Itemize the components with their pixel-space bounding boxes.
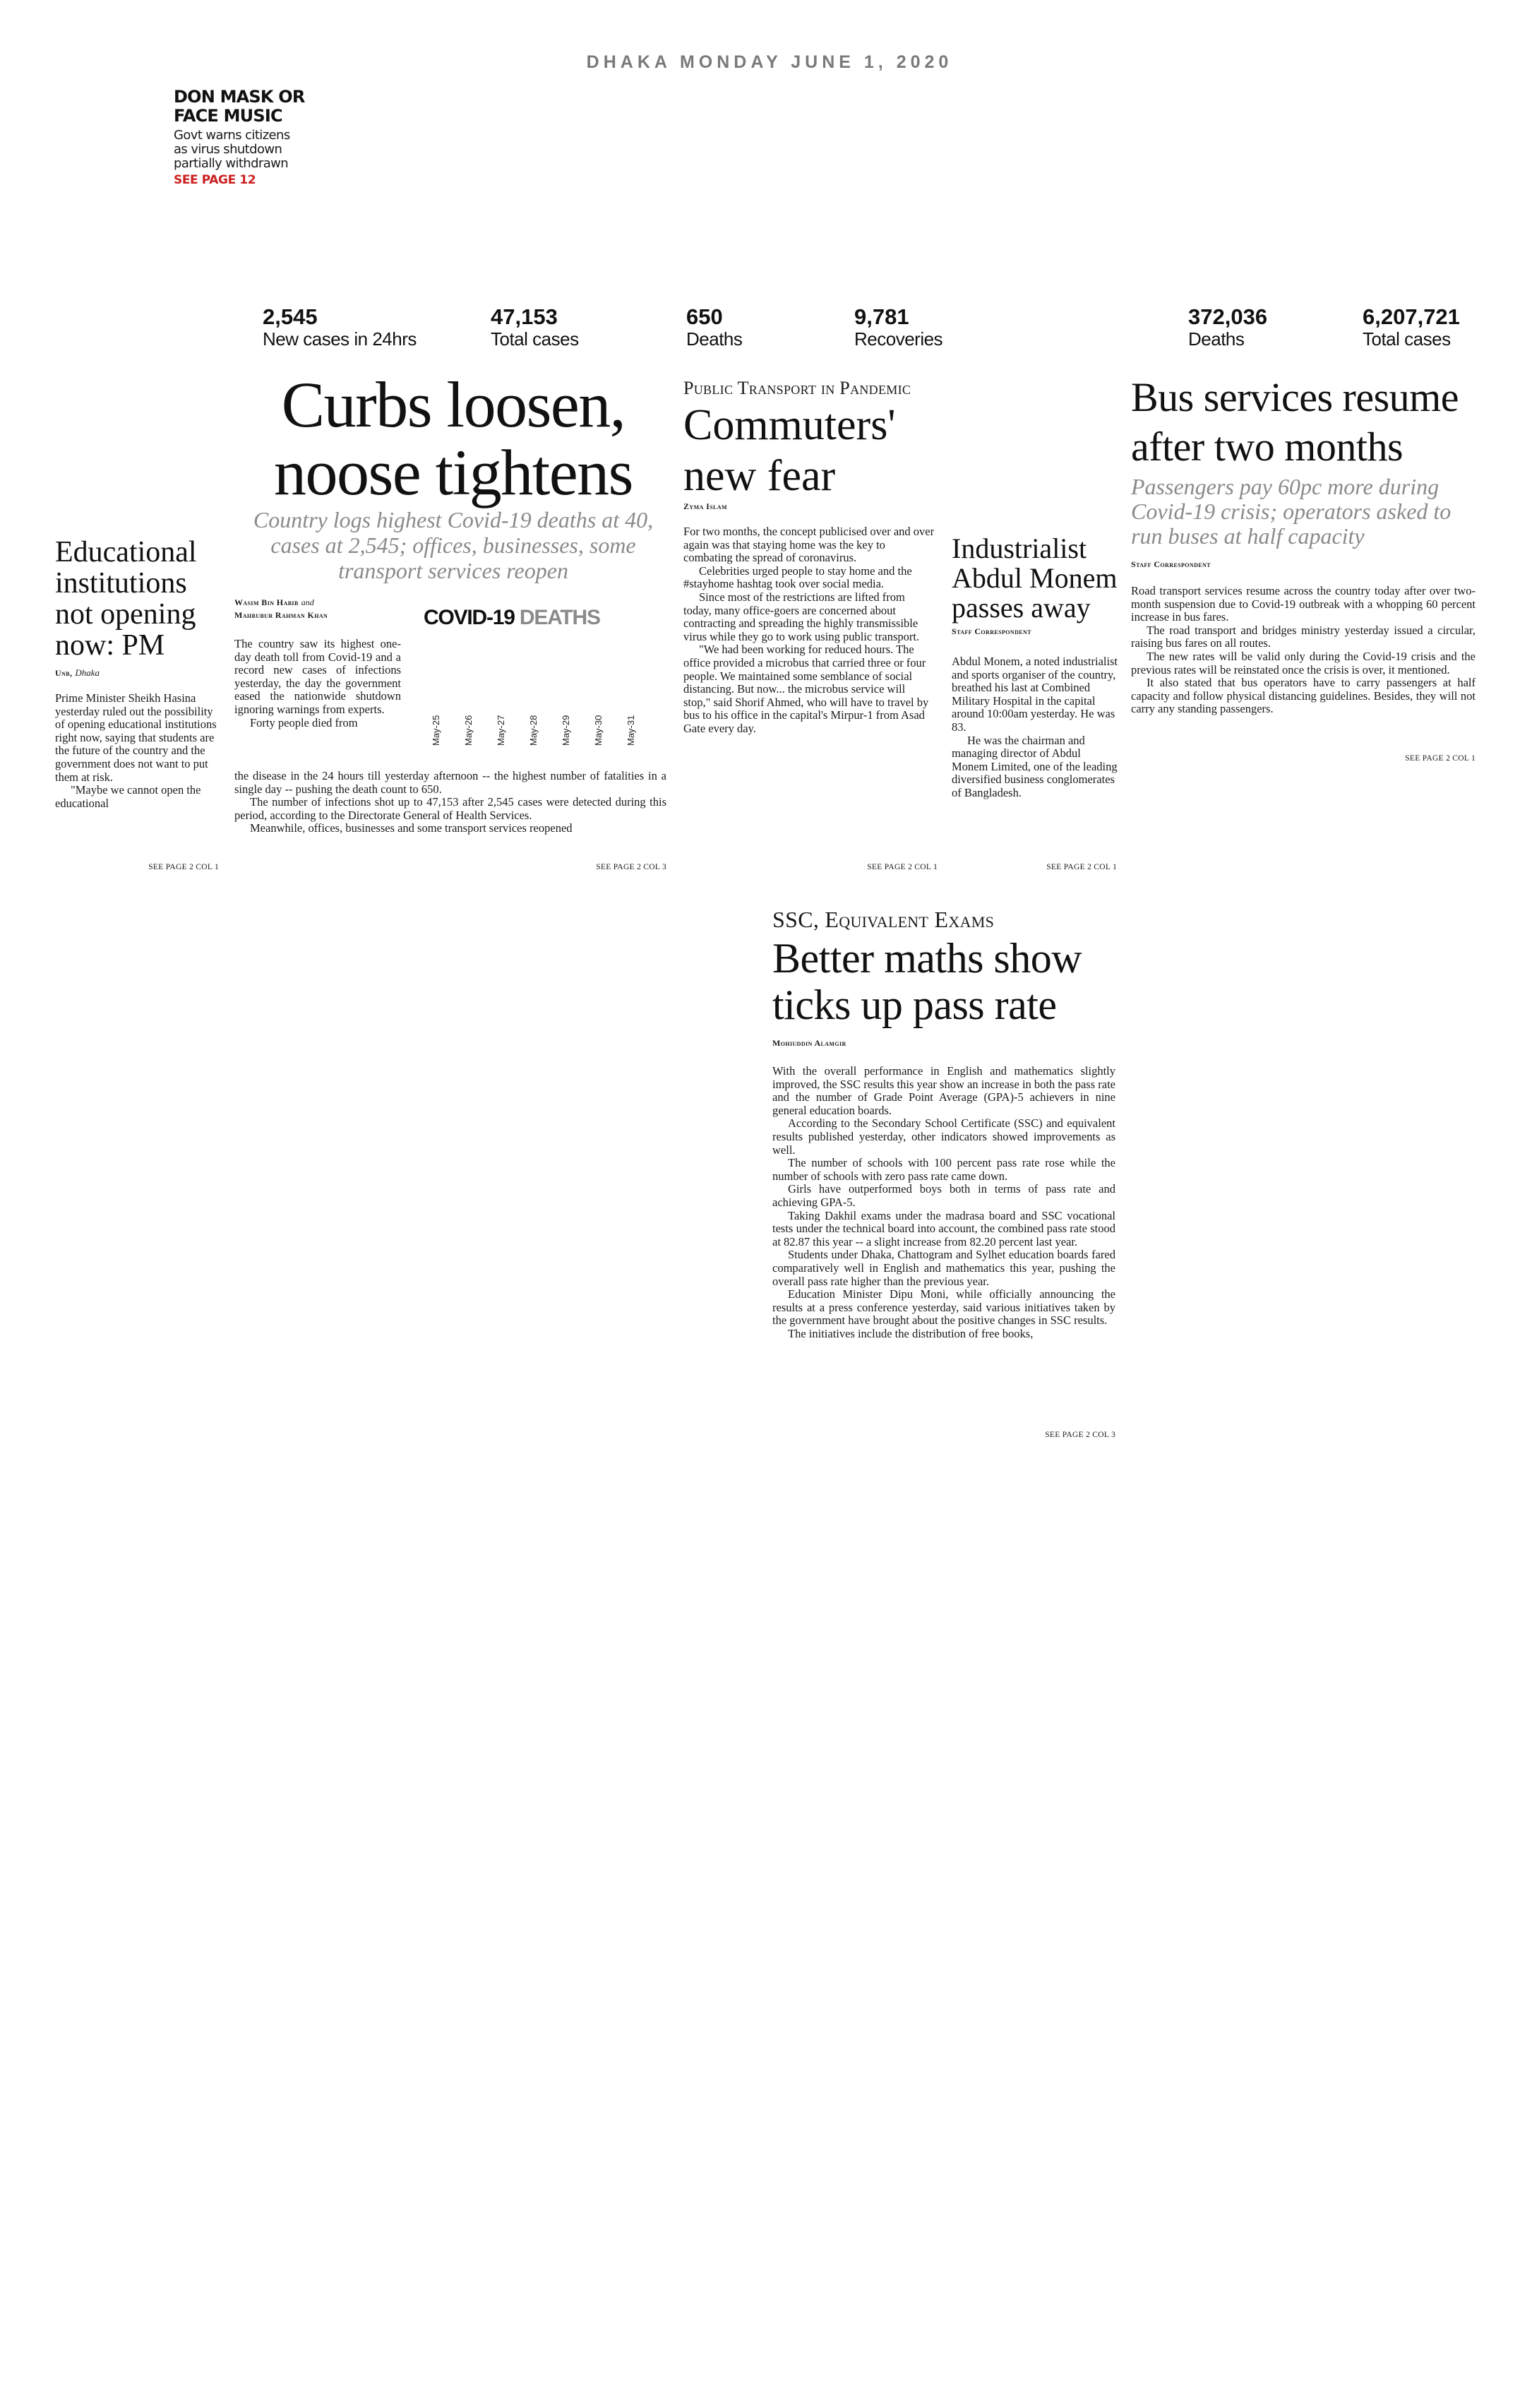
bus-paragraph: The new rates will be valid only during the Covid-19 crisis and the previous rates will be reinstated once the crisis is over, it mentioned.	[1131, 649, 1476, 676]
commuters-paragraph: "We had been working for reduced hours. The office provided a microbus that carried three or four people. We maintained some semblance of social distancing. But now... the microbus service will stop," said Shorif Ahmed, who will have to travel by bus to his office in the capital's Mirpur-1 from Asad Gate every day.	[683, 643, 929, 735]
chart-x-tick-label: May-30	[593, 715, 604, 746]
edu-headline[interactable]: Educational institutions not opening now: PM	[55, 536, 197, 662]
chart-x-tick-label: May-29	[561, 715, 571, 746]
teaser[interactable]	[174, 88, 315, 187]
stat-value: 6,207,721	[1363, 304, 1460, 329]
stat-new-cases	[263, 306, 417, 350]
lead-narrow-text	[234, 638, 401, 729]
stat-global-total-cases	[1363, 306, 1460, 350]
ssc-paragraph: Students under Dhaka, Chattogram and Sylhet education boards fared comparatively well in English and mathematics this year, pushing the overall pass rate higher than the previous year.	[772, 1248, 1115, 1288]
lead-headline[interactable]: Curbs loosen, noose tightens	[274, 369, 633, 508]
lead-paragraph: Forty people died from	[250, 715, 358, 729]
chart-x-tick-label: May-28	[528, 715, 539, 746]
chart-title-part2: DEATHS	[519, 606, 600, 629]
stat-label: Recoveries	[854, 328, 943, 350]
teaser-subhead: Govt warns citizens as virus shutdown partially withdrawn	[174, 128, 290, 171]
byline-name: Wasim Bin Habib	[234, 597, 299, 607]
stat-label: New cases in 24hrs	[263, 328, 417, 350]
chart-x-tick-label: May-26	[463, 715, 474, 746]
stat-deaths	[686, 306, 742, 350]
lead-deck: Country logs highest Covid-19 deaths at 40, cases at 2,545; offices, businesses, some transport services reopen	[253, 507, 654, 583]
ssc-headline[interactable]: Better maths show ticks up pass rate	[772, 935, 1082, 1028]
chart-plot	[424, 634, 664, 754]
dateline: DHAKA MONDAY JUNE 1, 2020	[586, 52, 953, 72]
ssc-byline: Mohiuddin Alamgir	[772, 1038, 846, 1048]
commuters-see-page[interactable]: SEE PAGE 2 COL 1	[867, 863, 938, 871]
bus-headline[interactable]: Bus services resume after two months	[1131, 374, 1459, 470]
stat-label: Deaths	[1188, 328, 1245, 350]
stat-value: 9,781	[854, 304, 909, 329]
monem-see-page[interactable]: SEE PAGE 2 COL 1	[1046, 863, 1117, 871]
stat-total-cases	[491, 306, 579, 350]
bus-see-page[interactable]: SEE PAGE 2 COL 1	[1405, 754, 1476, 763]
lead-paragraph: The number of infections shot up to 47,153 after 2,545 cases were detected during this period, according to the Directorate General of Health Services.	[234, 795, 666, 822]
lead-paragraph: The country saw its highest one-day death toll from Covid-19 and a record new cases of infections yesterday, the day the government eased the nationwide shutdown ignoring warnings from experts.	[234, 637, 401, 716]
chart-x-tick-label: May-31	[626, 715, 636, 746]
ssc-paragraph: The initiatives include the distribution of free books,	[788, 1326, 1034, 1340]
stat-value: 372,036	[1188, 304, 1268, 329]
stat-label: Total cases	[491, 328, 579, 350]
lead-see-page[interactable]: SEE PAGE 2 COL 3	[596, 863, 666, 871]
stat-label: Deaths	[686, 328, 743, 350]
commuters-body	[683, 525, 935, 736]
ssc-paragraph: With the overall performance in English and mathematics slightly improved, the SSC results this year show an increase in both the pass rate and the number of Grade Point Average (GPA)-5 achievers in nine general education boards.	[772, 1064, 1115, 1117]
commuters-paragraph: Celebrities urged people to stay home and the #stayhome hashtag took over social media.	[683, 564, 912, 591]
stat-recoveries	[854, 306, 942, 350]
stat-value: 47,153	[491, 304, 558, 329]
commuters-kicker: Public Transport in Pandemic	[683, 378, 911, 398]
commuters-byline: Zyma Islam	[683, 501, 727, 511]
commuters-headline[interactable]: Commuters' new fear	[683, 401, 896, 500]
ssc-paragraph: According to the Secondary School Certificate (SSC) and equivalent results published yesterday, other indicators showed improvements as well.	[772, 1116, 1115, 1157]
edu-paragraph: "Maybe we cannot open the educational	[55, 783, 201, 810]
ssc-paragraph: Education Minister Dipu Moni, while officially announcing the results at a press conference yesterday, said various initiatives taken by the government have brought about the positive changes in SSC results.	[772, 1287, 1115, 1328]
chart-x-tick-label: May-27	[496, 715, 506, 746]
bus-byline: Staff Correspondent	[1131, 559, 1211, 569]
commuters-paragraph: For two months, the concept publicised over and over again was that staying home was the key to combating the spread of coronavirus.	[683, 525, 935, 565]
ssc-body	[772, 1065, 1115, 1340]
monem-byline: Staff Correspondent	[952, 626, 1031, 636]
byline-dateline: Dhaka	[75, 667, 100, 678]
lead-paragraph: the disease in the 24 hours till yesterday afternoon -- the highest number of fatalities in a single day -- pushing the death count to 650.	[234, 769, 666, 796]
edu-body	[55, 692, 217, 810]
stat-global-deaths	[1188, 306, 1267, 350]
edu-see-page[interactable]: SEE PAGE 2 COL 1	[148, 863, 219, 871]
monem-body	[952, 655, 1118, 800]
stat-value: 2,545	[263, 304, 318, 329]
monem-paragraph: Abdul Monem, a noted industrialist and sports organiser of the country, breathed his last at Combined Military Hospital in the capital around 10:00am yesterday. He was 83.	[952, 655, 1118, 734]
covid-deaths-chart	[424, 606, 664, 754]
byline-name: Mahbubur Rahman Khan	[234, 610, 328, 620]
lead-wide-text	[234, 770, 666, 835]
teaser-see-page[interactable]: SEE PAGE 12	[174, 173, 256, 187]
byline-and: and	[301, 597, 314, 607]
teaser-headline: DON MASK OR FACE MUSIC	[174, 87, 305, 126]
ssc-paragraph: Taking Dakhil exams under the madrasa board and SSC vocational tests under the technical board into account, the combined pass rate stood at 82.87 this year -- a slight increase from 82.20 percent last year.	[772, 1208, 1115, 1248]
byline-name: Unb,	[55, 668, 73, 678]
lead-paragraph: Meanwhile, offices, businesses and some transport services reopened	[250, 821, 573, 835]
commuters-paragraph: Since most of the restrictions are lifted from today, many office-goers are concerned about contracting and spreading the highly transmissible virus while they go to work using public transport.	[683, 590, 920, 643]
edu-paragraph: Prime Minister Sheikh Hasina yesterday ruled out the possibility of opening educational institutions right now, saying that students are the future of the country and the government does not want to put them at risk.	[55, 691, 217, 784]
ssc-paragraph: Girls have outperformed boys both in terms of pass rate and achieving GPA-5.	[772, 1182, 1115, 1209]
chart-title	[424, 606, 664, 630]
ssc-see-page[interactable]: SEE PAGE 2 COL 3	[1045, 1431, 1115, 1439]
bus-body	[1131, 585, 1476, 716]
chart-x-tick-label: May-25	[431, 715, 441, 746]
lead-byline	[234, 596, 418, 621]
ssc-kicker: SSC, Equivalent Exams	[772, 907, 995, 932]
bus-deck: Passengers pay 60pc more during Covid-19 crisis; operators asked to run buses at half capacity	[1131, 474, 1452, 549]
monem-headline[interactable]: Industrialist Abdul Monem passes away	[952, 532, 1118, 624]
chart-title-part1: COVID-19	[424, 606, 515, 629]
bus-paragraph: Road transport services resume across the country today after over two-month suspension due to Covid-19 outbreak with a whopping 60 percent increase in bus fares.	[1131, 584, 1476, 624]
ssc-paragraph: The number of schools with 100 percent pass rate rose while the number of schools with zero pass rate came down.	[772, 1156, 1115, 1183]
stat-value: 650	[686, 304, 723, 329]
bus-paragraph: The road transport and bridges ministry yesterday issued a circular, raising bus fares on all routes.	[1131, 623, 1476, 650]
monem-paragraph: He was the chairman and managing director of Abdul Monem Limited, one of the leading diversified business conglomerates of Bangladesh.	[952, 733, 1118, 799]
stat-label: Total cases	[1363, 328, 1451, 350]
bus-paragraph: It also stated that bus operators have to carry passengers at half capacity and follow physical distancing guidelines. Besides, they will not carry any standing passengers.	[1131, 676, 1476, 716]
edu-byline	[55, 667, 217, 679]
